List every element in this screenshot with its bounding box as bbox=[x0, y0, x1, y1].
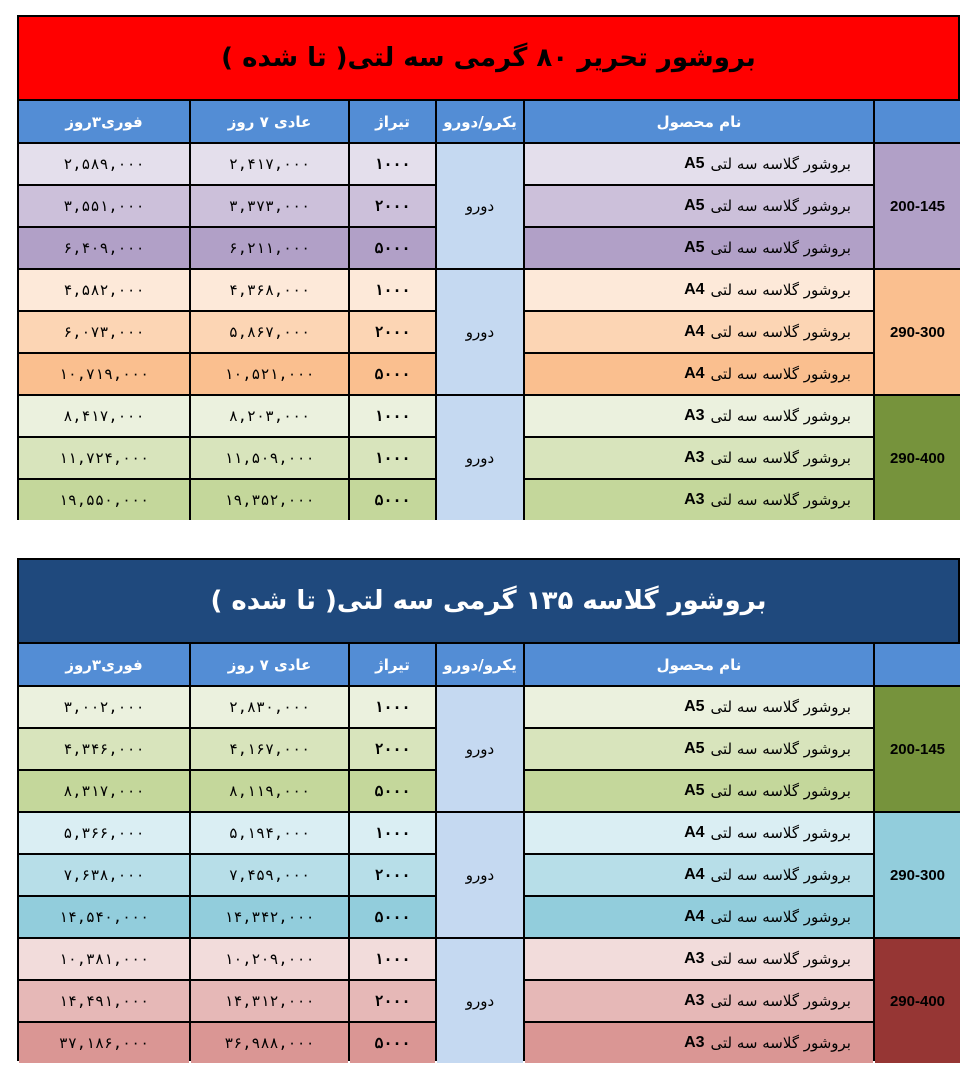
quantity-cell: ۲۰۰۰ bbox=[350, 186, 435, 226]
product-name: بروشور گلاسه سه لتی bbox=[710, 1034, 851, 1052]
price-fast-cell: ۴,۳۴۶,۰۰۰ bbox=[19, 729, 189, 769]
size-group-cell: 290-400 bbox=[875, 396, 960, 520]
product-name: بروشور گلاسه سه لتی bbox=[710, 239, 851, 257]
quantity-cell: ۱۰۰۰ bbox=[350, 144, 435, 184]
quantity-cell: ۵۰۰۰ bbox=[350, 771, 435, 811]
quantity-cell: ۱۰۰۰ bbox=[350, 939, 435, 979]
price-table-1 bbox=[17, 15, 960, 520]
price-fast-cell: ۶,۴۰۹,۰۰۰ bbox=[19, 228, 189, 268]
quantity-cell: ۵۰۰۰ bbox=[350, 897, 435, 937]
quantity-cell: ۲۰۰۰ bbox=[350, 855, 435, 895]
quantity-cell: ۵۰۰۰ bbox=[350, 1023, 435, 1063]
sides-cell: دورو bbox=[437, 270, 523, 394]
header-sides: یکرو/دورو bbox=[437, 101, 523, 142]
header-sides: یکرو/دورو bbox=[437, 644, 523, 685]
quantity-cell: ۲۰۰۰ bbox=[350, 981, 435, 1021]
product-name: بروشور گلاسه سه لتی bbox=[710, 197, 851, 215]
price-fast-cell: ۸,۴۱۷,۰۰۰ bbox=[19, 396, 189, 436]
header-fast: فوری۳روز bbox=[19, 644, 189, 685]
product-cell bbox=[525, 312, 873, 352]
price-normal-cell: ۱۰,۵۲۱,۰۰۰ bbox=[191, 354, 348, 394]
price-normal-cell: ۵,۱۹۴,۰۰۰ bbox=[191, 813, 348, 853]
price-normal-cell: ۱۰,۲۰۹,۰۰۰ bbox=[191, 939, 348, 979]
price-fast-cell: ۱۴,۵۴۰,۰۰۰ bbox=[19, 897, 189, 937]
product-size: A4 bbox=[684, 824, 705, 841]
product-name: بروشور گلاسه سه لتی bbox=[710, 323, 851, 341]
price-fast-cell: ۷,۶۳۸,۰۰۰ bbox=[19, 855, 189, 895]
quantity-cell: ۲۰۰۰ bbox=[350, 729, 435, 769]
product-cell bbox=[525, 228, 873, 268]
quantity-cell: ۵۰۰۰ bbox=[350, 228, 435, 268]
size-group-cell: 290-300 bbox=[875, 813, 960, 937]
price-fast-cell: ۸,۳۱۷,۰۰۰ bbox=[19, 771, 189, 811]
header-prod: نام محصول bbox=[525, 644, 873, 685]
quantity-cell: ۵۰۰۰ bbox=[350, 480, 435, 520]
product-name: بروشور گلاسه سه لتی bbox=[710, 155, 851, 173]
product-cell bbox=[525, 813, 873, 853]
product-size: A4 bbox=[684, 908, 705, 925]
product-size: A5 bbox=[684, 155, 705, 172]
price-fast-cell: ۳۷,۱۸۶,۰۰۰ bbox=[19, 1023, 189, 1063]
price-fast-cell: ۱۹,۵۵۰,۰۰۰ bbox=[19, 480, 189, 520]
product-cell bbox=[525, 981, 873, 1021]
price-fast-cell: ۳,۰۰۲,۰۰۰ bbox=[19, 687, 189, 727]
price-fast-cell: ۱۰,۳۸۱,۰۰۰ bbox=[19, 939, 189, 979]
quantity-cell: ۱۰۰۰ bbox=[350, 438, 435, 478]
product-cell bbox=[525, 771, 873, 811]
size-group-cell: 290-400 bbox=[875, 939, 960, 1063]
size-group-cell: 290-300 bbox=[875, 270, 960, 394]
product-cell bbox=[525, 354, 873, 394]
price-fast-cell: ۱۱,۷۲۴,۰۰۰ bbox=[19, 438, 189, 478]
product-cell bbox=[525, 939, 873, 979]
price-normal-cell: ۱۱,۵۰۹,۰۰۰ bbox=[191, 438, 348, 478]
price-normal-cell: ۴,۳۶۸,۰۰۰ bbox=[191, 270, 348, 310]
product-cell bbox=[525, 687, 873, 727]
table-title: بروشور گلاسه ۱۳۵ گرمی سه لتی( تا شده ) bbox=[19, 560, 958, 644]
header-normal: عادی ۷ روز bbox=[191, 644, 348, 685]
price-normal-cell: ۷,۴۵۹,۰۰۰ bbox=[191, 855, 348, 895]
product-cell bbox=[525, 1023, 873, 1063]
price-normal-cell: ۵,۸۶۷,۰۰۰ bbox=[191, 312, 348, 352]
product-name: بروشور گلاسه سه لتی bbox=[710, 698, 851, 716]
price-normal-cell: ۲,۴۱۷,۰۰۰ bbox=[191, 144, 348, 184]
price-fast-cell: ۱۴,۴۹۱,۰۰۰ bbox=[19, 981, 189, 1021]
product-size: A5 bbox=[684, 782, 705, 799]
product-cell bbox=[525, 729, 873, 769]
product-size: A3 bbox=[684, 1034, 705, 1051]
price-normal-cell: ۱۹,۳۵۲,۰۰۰ bbox=[191, 480, 348, 520]
header-group bbox=[875, 644, 960, 685]
header-qty: تیراژ bbox=[350, 644, 435, 685]
product-size: A4 bbox=[684, 323, 705, 340]
product-cell bbox=[525, 897, 873, 937]
table-title: بروشور تحریر ۸۰ گرمی سه لتی( تا شده ) bbox=[19, 17, 958, 101]
product-size: A4 bbox=[684, 281, 705, 298]
price-normal-cell: ۳۶,۹۸۸,۰۰۰ bbox=[191, 1023, 348, 1063]
product-name: بروشور گلاسه سه لتی bbox=[710, 950, 851, 968]
product-cell bbox=[525, 438, 873, 478]
sides-cell: دورو bbox=[437, 939, 523, 1063]
product-size: A3 bbox=[684, 950, 705, 967]
sides-cell: دورو bbox=[437, 144, 523, 268]
product-name: بروشور گلاسه سه لتی bbox=[710, 491, 851, 509]
price-fast-cell: ۳,۵۵۱,۰۰۰ bbox=[19, 186, 189, 226]
header-group bbox=[875, 101, 960, 142]
product-size: A5 bbox=[684, 698, 705, 715]
price-normal-cell: ۸,۲۰۳,۰۰۰ bbox=[191, 396, 348, 436]
price-fast-cell: ۱۰,۷۱۹,۰۰۰ bbox=[19, 354, 189, 394]
product-size: A3 bbox=[684, 992, 705, 1009]
product-cell bbox=[525, 186, 873, 226]
product-name: بروشور گلاسه سه لتی bbox=[710, 908, 851, 926]
price-normal-cell: ۴,۱۶۷,۰۰۰ bbox=[191, 729, 348, 769]
price-fast-cell: ۶,۰۷۳,۰۰۰ bbox=[19, 312, 189, 352]
header-fast: فوری۳روز bbox=[19, 101, 189, 142]
product-cell bbox=[525, 396, 873, 436]
product-name: بروشور گلاسه سه لتی bbox=[710, 365, 851, 383]
quantity-cell: ۱۰۰۰ bbox=[350, 270, 435, 310]
product-name: بروشور گلاسه سه لتی bbox=[710, 782, 851, 800]
product-size: A4 bbox=[684, 866, 705, 883]
product-name: بروشور گلاسه سه لتی bbox=[710, 992, 851, 1010]
product-size: A3 bbox=[684, 491, 705, 508]
product-name: بروشور گلاسه سه لتی bbox=[710, 824, 851, 842]
product-size: A5 bbox=[684, 197, 705, 214]
header-prod: نام محصول bbox=[525, 101, 873, 142]
product-size: A5 bbox=[684, 239, 705, 256]
price-normal-cell: ۱۴,۳۱۲,۰۰۰ bbox=[191, 981, 348, 1021]
product-size: A3 bbox=[684, 407, 705, 424]
header-normal: عادی ۷ روز bbox=[191, 101, 348, 142]
product-cell bbox=[525, 144, 873, 184]
price-normal-cell: ۳,۳۷۳,۰۰۰ bbox=[191, 186, 348, 226]
product-name: بروشور گلاسه سه لتی bbox=[710, 449, 851, 467]
product-size: A3 bbox=[684, 449, 705, 466]
quantity-cell: ۱۰۰۰ bbox=[350, 687, 435, 727]
size-group-cell: 200-145 bbox=[875, 144, 960, 268]
price-normal-cell: ۸,۱۱۹,۰۰۰ bbox=[191, 771, 348, 811]
sides-cell: دورو bbox=[437, 687, 523, 811]
sides-cell: دورو bbox=[437, 813, 523, 937]
quantity-cell: ۱۰۰۰ bbox=[350, 813, 435, 853]
product-name: بروشور گلاسه سه لتی bbox=[710, 281, 851, 299]
size-group-cell: 200-145 bbox=[875, 687, 960, 811]
product-name: بروشور گلاسه سه لتی bbox=[710, 866, 851, 884]
product-cell bbox=[525, 480, 873, 520]
product-size: A5 bbox=[684, 740, 705, 757]
price-fast-cell: ۴,۵۸۲,۰۰۰ bbox=[19, 270, 189, 310]
price-fast-cell: ۲,۵۸۹,۰۰۰ bbox=[19, 144, 189, 184]
quantity-cell: ۲۰۰۰ bbox=[350, 312, 435, 352]
price-normal-cell: ۲,۸۳۰,۰۰۰ bbox=[191, 687, 348, 727]
product-cell bbox=[525, 270, 873, 310]
price-normal-cell: ۱۴,۳۴۲,۰۰۰ bbox=[191, 897, 348, 937]
product-name: بروشور گلاسه سه لتی bbox=[710, 407, 851, 425]
price-normal-cell: ۶,۲۱۱,۰۰۰ bbox=[191, 228, 348, 268]
quantity-cell: ۵۰۰۰ bbox=[350, 354, 435, 394]
quantity-cell: ۱۰۰۰ bbox=[350, 396, 435, 436]
sides-cell: دورو bbox=[437, 396, 523, 520]
price-fast-cell: ۵,۳۶۶,۰۰۰ bbox=[19, 813, 189, 853]
product-cell bbox=[525, 855, 873, 895]
product-name: بروشور گلاسه سه لتی bbox=[710, 740, 851, 758]
product-size: A4 bbox=[684, 365, 705, 382]
price-table-2 bbox=[17, 558, 960, 1061]
header-qty: تیراژ bbox=[350, 101, 435, 142]
